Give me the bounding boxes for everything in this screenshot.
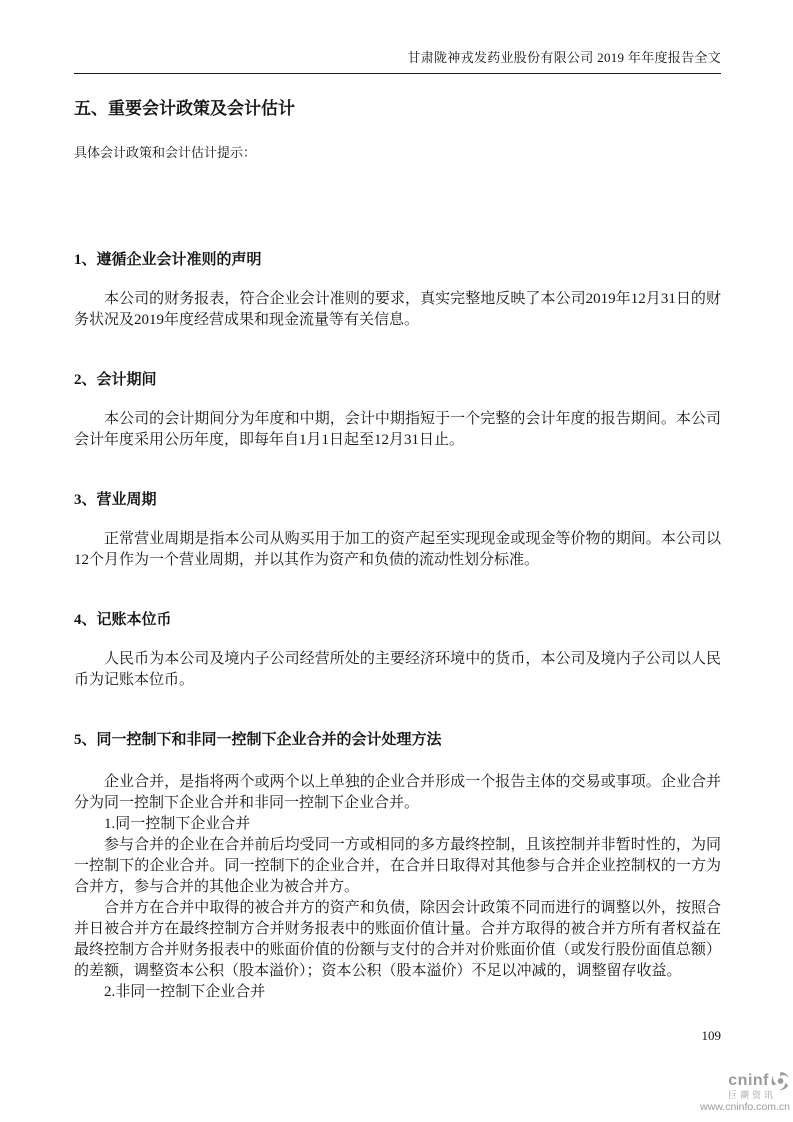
- section-5-paragraph-2: 参与合并的企业在合并前后均受同一方或相同的多方最终控制，且该控制并非暂时性的，为同一控制下的企业合并。同一控制下的企业合并，在合并日取得对其他参与合并企业控制权的一方为合并方，参与合并的其他企业为被合并方。: [74, 837, 721, 895]
- chapter-title: 五、重要会计政策及会计估计: [74, 99, 295, 118]
- section-4-functional-currency: [74, 611, 721, 691]
- accounting-policy-intro: 具体会计政策和会计估计提示：: [74, 145, 257, 160]
- section-1-accounting-standards-statement: [74, 251, 721, 331]
- section-1-heading: 1、遵循企业会计准则的声明: [74, 252, 262, 268]
- section-1-paragraph: 本公司的财务报表，符合企业会计准则的要求，真实完整地反映了本公司2019年12月31日的财务状况及2019年度经营成果和现金流量等有关信息。: [74, 291, 721, 328]
- section-3-paragraph: 正常营业周期是指本公司从购买用于加工的资产起至实现现金或现金等价物的期间。本公司以12个月作为一个营业周期，并以其作为资产和负债的流动性划分标准。: [74, 531, 721, 568]
- section-4-heading: 4、记账本位币: [74, 612, 172, 628]
- section-5-paragraph-3: 合并方在合并中取得的被合并方的资产和负债，除因会计政策不同而进行的调整以外，按照合并日被合并方在最终控制方合并财务报表中的账面价值计量。合并方取得的被合并方所有者权益在最终控制方合并财务报表中的账面价值的份额与支付的合并对价账面价值（或发行股份面值总额）的差额，调整资本公积（股本溢价）；资本公积（股本溢价）不足以冲减的，调整留存收益。: [74, 900, 721, 979]
- section-5-subitem-1: 1.同一控制下企业合并: [104, 816, 251, 832]
- cninfo-brand-row: [700, 1072, 790, 1090]
- section-2-accounting-period: [74, 371, 721, 451]
- section-5-subitem-2: 2.非同一控制下企业合并: [104, 984, 266, 1000]
- cninfo-watermark: [700, 1072, 790, 1114]
- section-3-heading: 3、营业周期: [74, 492, 157, 508]
- section-5-heading: 5、同一控制下和非同一控制下企业合并的会计处理方法: [74, 732, 442, 748]
- page-header: [74, 50, 721, 74]
- section-4-paragraph: 人民币为本公司及境内子公司经营所处的主要经济环境中的货币，本公司及境内子公司以人民币为记账本位币。: [74, 651, 721, 688]
- report-header-title: 甘肃陇神戎发药业股份有限公司 2019 年年度报告全文: [407, 50, 721, 65]
- section-5-paragraph-1: 企业合并，是指将两个或两个以上单独的企业合并形成一个报告主体的交易或事项。企业合并分为同一控制下企业合并和非同一控制下企业合并。: [74, 774, 721, 811]
- section-2-heading: 2、会计期间: [74, 372, 157, 388]
- page-number: 109: [701, 1028, 721, 1043]
- cninfo-chinese-name: 巨潮资讯: [727, 1090, 776, 1100]
- cninfo-url: www.cninfo.com.cn: [700, 1101, 790, 1113]
- section-5-business-combination: [74, 731, 721, 1003]
- section-3-operating-cycle: [74, 491, 721, 571]
- cninfo-brand-text: cninf: [728, 1072, 769, 1089]
- section-2-paragraph: 本公司的会计期间分为年度和中期，会计中期指短于一个完整的会计年度的报告期间。本公司会计年度采用公历年度，即每年自1月1日起至12月31日止。: [74, 411, 721, 448]
- cninfo-swirl-icon: [771, 1072, 790, 1090]
